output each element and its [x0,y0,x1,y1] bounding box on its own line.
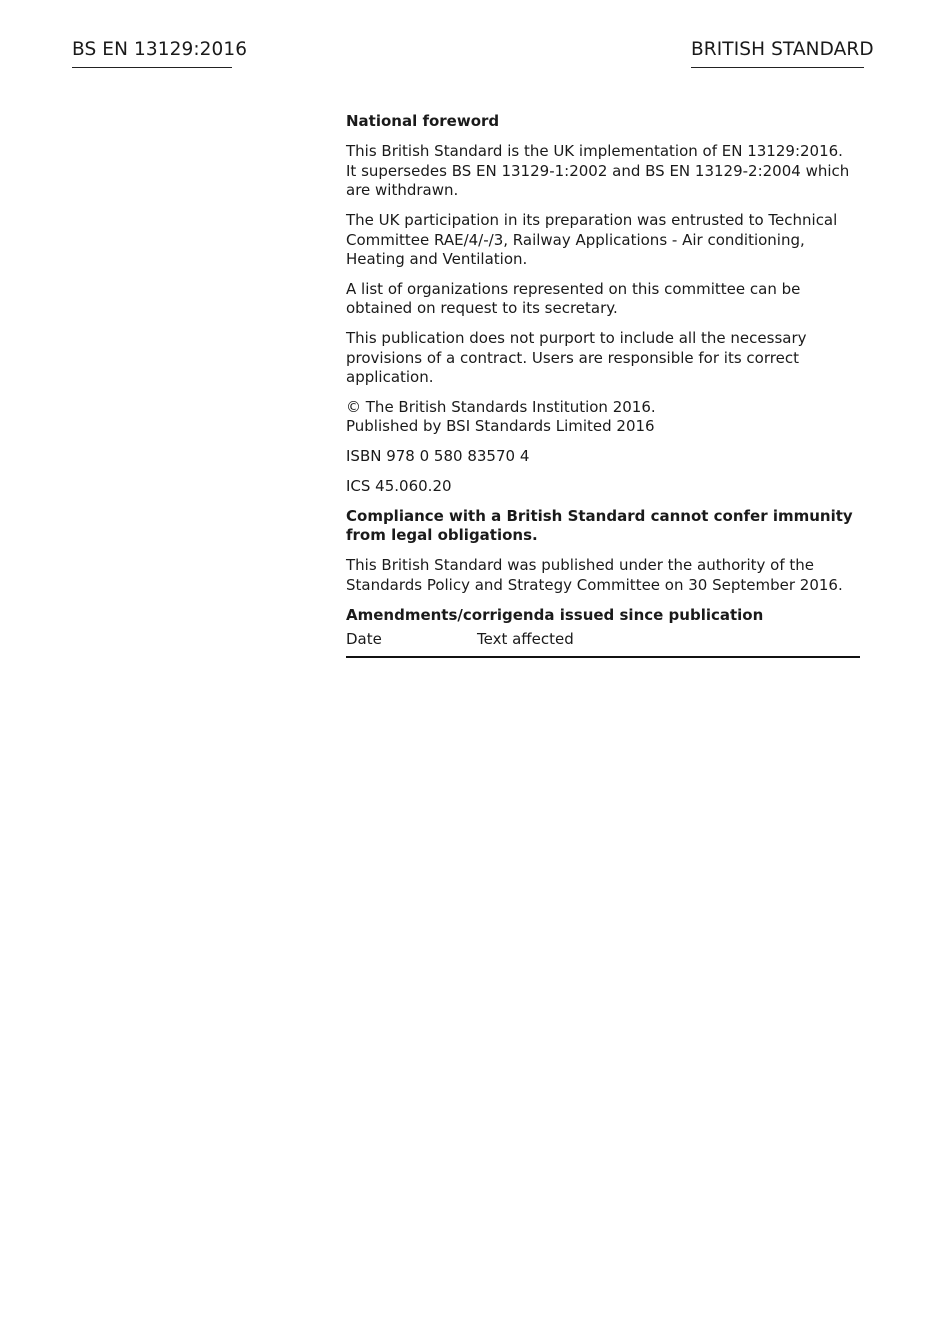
supersedes-line: It supersedes BS EN 13129-1:2002 and BS EN 13129-2:2004 which are withdrawn. [346,161,850,200]
implementation-line: This British Standard is the UK implementation of EN 13129:2016. [346,142,843,161]
column-header-text-affected: Text affected [477,630,860,657]
compliance-notice: Compliance with a British Standard cannot confer immunity from legal obligations. [346,507,853,545]
committee-paragraph: The UK participation in its preparation was entrusted to Technical Committee RAE/4/-/3, Railway Applications - Air conditioning, Heating and Ventilation. [346,211,838,268]
authority-paragraph: This British Standard was published under the authority of the Standards Policy and Strategy Committee on 30 September 2016. [346,556,843,594]
document-code-header: BS EN 13129:2016 [72,38,232,68]
ics-code: ICS 45.060.20 [346,477,452,496]
amendments-table [346,630,860,658]
standard-type-header: BRITISH STANDARD [691,38,864,68]
column-header-date: Date [346,630,477,657]
amendments-header-row [346,630,860,657]
publisher-line: Published by BSI Standards Limited 2016 [346,417,655,436]
national-foreword-section [346,112,860,658]
implementation-paragraph [346,142,860,200]
isbn: ISBN 978 0 580 83570 4 [346,447,530,466]
copyright-block [346,398,860,437]
copyright-line: © The British Standards Institution 2016. [346,397,656,416]
amendments-title: Amendments/corrigenda issued since publication [346,605,764,624]
organizations-paragraph: A list of organizations represented on this committee can be obtained on request to its secretary. [346,279,801,318]
contract-disclaimer-paragraph: This publication does not purport to include all the necessary provisions of a contract. Users are responsible for its correct application. [346,329,807,386]
section-title: National foreword [346,112,500,130]
